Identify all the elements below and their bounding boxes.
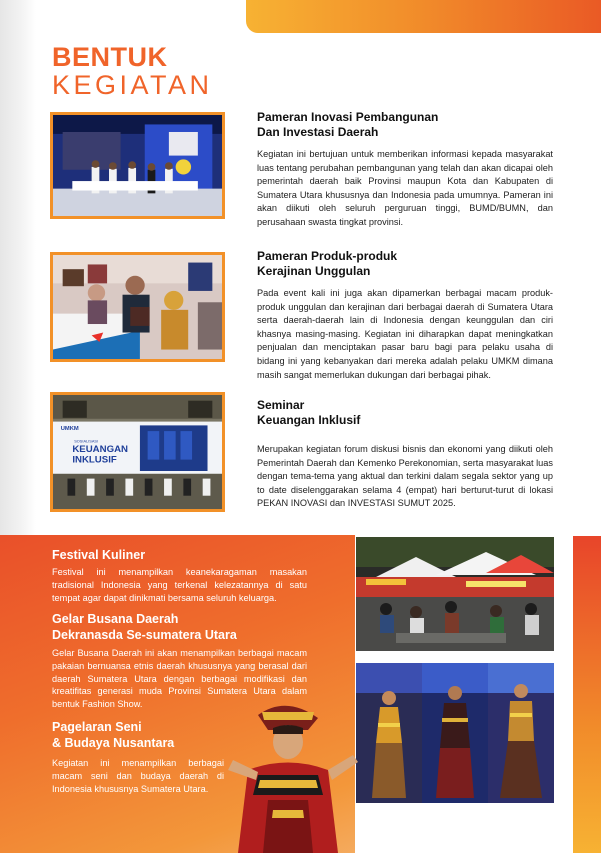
section-heading-pameran-inovasi — [257, 110, 577, 140]
bottom-heading-gelar-busana — [52, 612, 342, 643]
heading-line: Dekranasda Se-sumatera Utara — [52, 627, 237, 642]
photo-exhibition-booth — [50, 112, 225, 219]
top-accent-banner — [246, 0, 601, 33]
section-text-pameran-produk: Pada event kali ini juga akan dipamerkan berbagai macam produk-produk unggulan dan kerajinan dari berbagai daerah di Sumatera Utara serta daerah-daerah lain di Indonesia dengan keunggulan dan ciri khasnya masing-masing. Kegiatan ini diharapkan dapat meningkatkan penjualan dan menciptakan pasar baru bagi para pelaku usaha di bidang ini yang kebanyakan dari mereka adalah pelaku UMKM dimana masih sangat memerlukan dukungan dari berbagai pihak. — [257, 288, 553, 380]
photo-seminar-stage — [50, 392, 225, 512]
heading-line: Gelar Busana Daerah — [52, 612, 179, 626]
seminar-banner-line1: KEUANGAN — [72, 444, 129, 455]
seminar-logo-text: UMKM — [60, 426, 79, 433]
heading-line: Kerajinan Unggulan — [257, 264, 371, 278]
page-fold-shadow — [0, 0, 36, 540]
heading-line: Seminar — [257, 398, 305, 412]
bottom-text-gelar-busana: Gelar Busana Daerah ini akan menampilkan berbagai macam pakaian bernuansa etnis daerah khususnya yang berasal dari daerah Sumatera Utara dengan berbagai modifikasi dan kreatifitas generasi muda Provinsi Sumatera Utara dalam bentuk Fashion Show. — [52, 648, 307, 710]
seminar-banner-small: SOSIALISASI — [74, 439, 99, 444]
photo-traditional-dancer — [228, 700, 358, 853]
page-title-bold: BENTUK — [52, 42, 168, 72]
section-text-pameran-inovasi: Kegiatan ini bertujuan untuk memberikan informasi kepada masyarakat luas tentang perubahan pembangunan yang telah dan akan dicapai oleh pemerintah daerah baik Provinsi maupun Kota dan Kabupaten di Sumatera Utara khususnya dan Indonesia pada umumnya. Pameran ini akan diikuti oleh seluruh perguruan tinggi, BUMD/BUMN, dan perusahaan swasta tingkat provinsi. — [257, 149, 553, 227]
page-title-light: KEGIATAN — [52, 70, 213, 100]
seminar-banner-line2: INKLUSIF — [72, 454, 117, 466]
heading-line: Pameran Inovasi Pembangunan — [257, 110, 439, 124]
photo-food-festival — [356, 537, 554, 651]
photo-craft-booth — [50, 252, 225, 362]
right-accent-strip — [573, 536, 601, 853]
bottom-text-pagelaran-seni: Kegiatan ini menampilkan berbagai macam seni dan budaya daerah di Indonesia khususnya Sumatera Utara. — [52, 758, 224, 794]
heading-line: Pameran Produk-produk — [257, 249, 398, 263]
heading-line: & Budaya Nusantara — [52, 735, 175, 750]
photo-fashion-model-1 — [356, 663, 423, 803]
section-heading-seminar — [257, 398, 577, 428]
section-heading-pameran-produk — [257, 249, 577, 279]
bottom-text-festival-kuliner: Festival ini menampilkan keanekaragaman masakan tradisional Indonesia yang terkenal kelezatannya di satu tempat agar dapat dinikmati bersama seluruh keluarga. — [52, 567, 307, 603]
heading-line: Pagelaran Seni — [52, 720, 142, 734]
bottom-heading-festival-kuliner — [52, 548, 342, 564]
photo-fashion-model-2 — [422, 663, 489, 803]
section-text-seminar: Merupakan kegiatan forum diskusi bisnis dan ekonomi yang diikuti oleh Pemerintah Daerah dan Kemenko Perekonomian, serta masyarakat luas dengan tema-tema yang aktual dan terkini dalam segala sektor yang up to date diselenggarakan selama 4 (empat) hari berturut-turut di lokasi PEKAN INOVASI dan INVESTASI SUMUT 2025. — [257, 444, 553, 509]
heading-line: Festival Kuliner — [52, 548, 146, 562]
heading-line: Keuangan Inklusif — [257, 413, 361, 427]
heading-line: Dan Investasi Daerah — [257, 125, 379, 139]
photo-fashion-model-3 — [488, 663, 554, 803]
